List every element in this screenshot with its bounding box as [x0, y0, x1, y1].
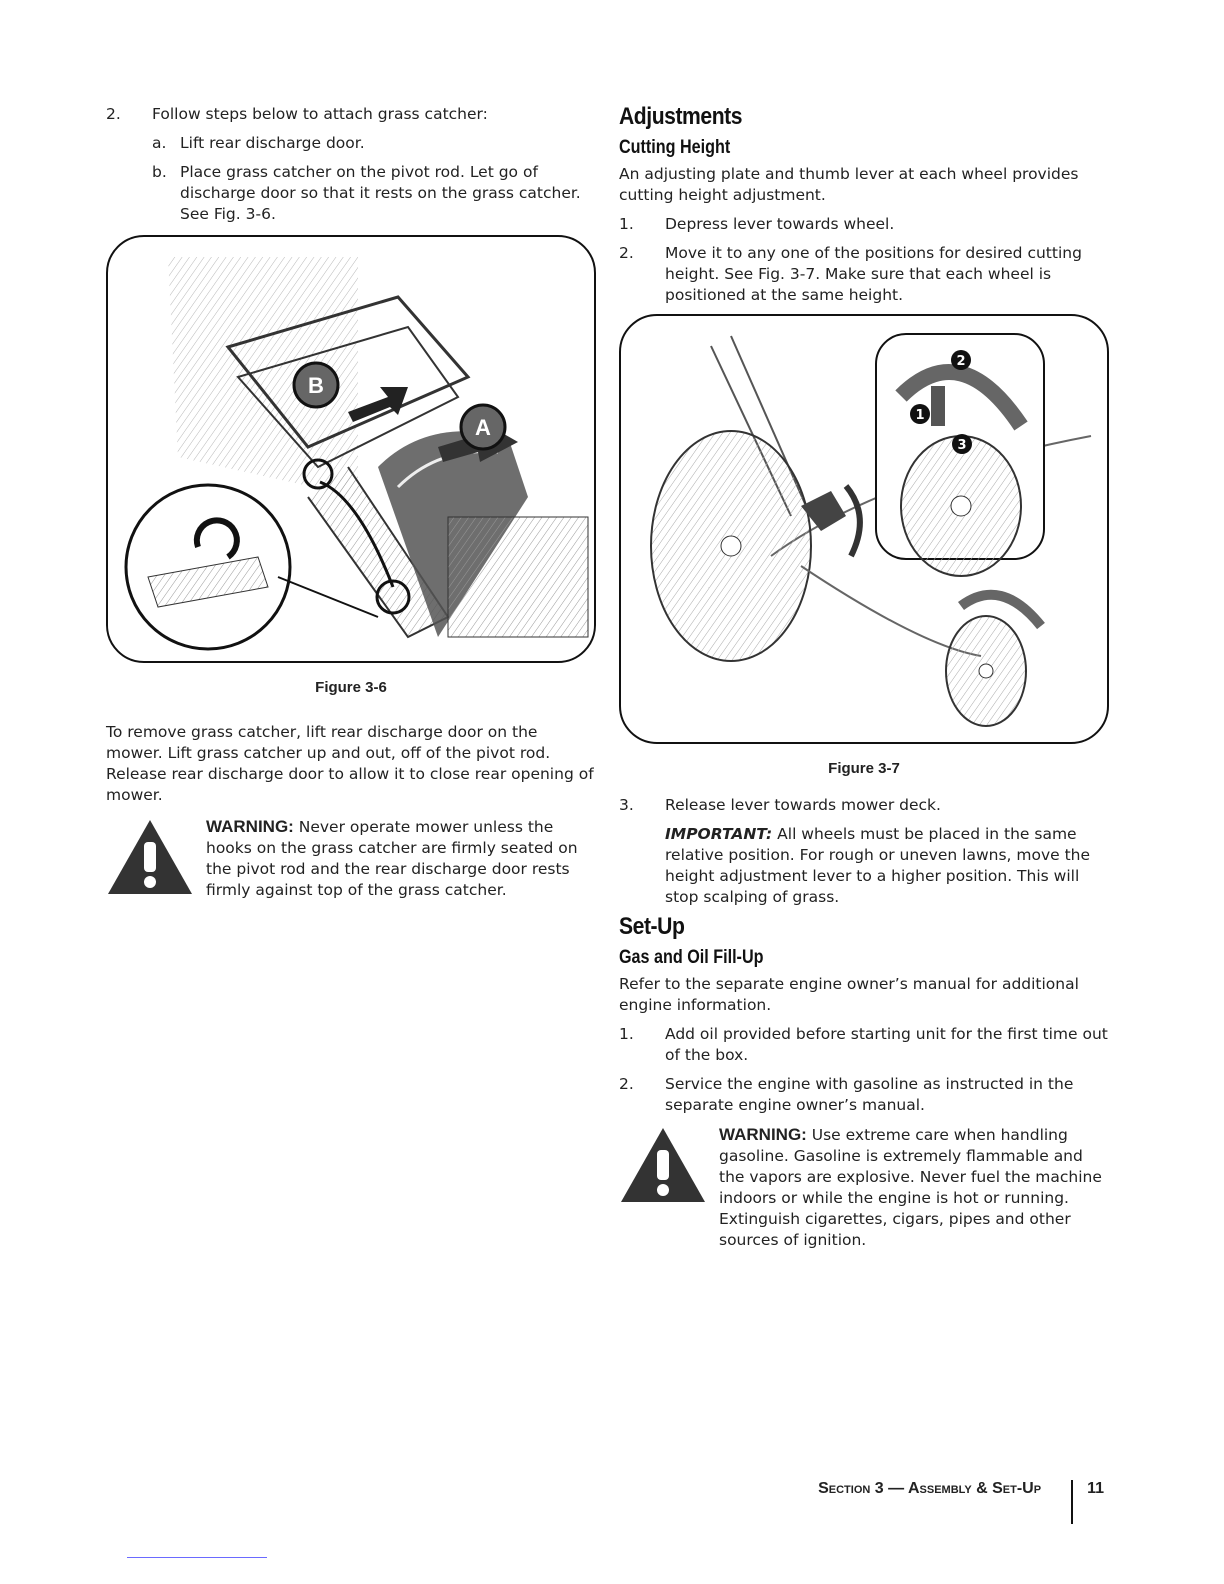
- label-a: A: [475, 415, 491, 440]
- page-footer: [818, 1480, 1104, 1524]
- warning-body: Use extreme care when handling gasoline. Gasoline is extremely flammable and the vapors are explosive. Never fuel the machine indoors or while the engine is hot or running. Extinguish cigarettes, cigars, pipes and other sources of ignition.: [719, 1126, 1102, 1249]
- label-b: B: [308, 373, 324, 398]
- step-number: 1.: [619, 1025, 634, 1043]
- position-3-marker: 3: [957, 438, 967, 453]
- substep-text: Lift rear discharge door.: [180, 134, 365, 152]
- figure-3-6-illustration: [106, 235, 596, 663]
- setup-heading: Set-Up: [619, 913, 685, 940]
- substep-b: [152, 162, 596, 225]
- step-number: 3.: [619, 796, 634, 814]
- right-column: [619, 104, 1109, 1251]
- position-1-marker: 1: [915, 408, 925, 423]
- warning-triangle-icon: [619, 1124, 709, 1210]
- warning-block: [619, 1124, 1109, 1251]
- warning-block: [106, 816, 596, 902]
- substep-letter: b.: [152, 163, 167, 181]
- warning-label: WARNING:: [719, 1125, 807, 1144]
- important-text: All wheels must be placed in the same relative position. For rough or uneven lawns, move the height adjustment lever to a higher position. This will stop scalping of grass.: [665, 825, 1091, 906]
- warning-text: [719, 1124, 1109, 1251]
- substep-letter: a.: [152, 134, 167, 152]
- warning-text: [206, 816, 596, 901]
- step-text: Follow steps below to attach grass catcher:: [152, 105, 488, 123]
- substep-text: Place grass catcher on the pivot rod. Let go of discharge door so that it rests on the grass catcher. See Fig. 3-6.: [180, 163, 581, 223]
- important-note: [619, 824, 1109, 908]
- gas-step-2: [619, 1074, 1109, 1116]
- section-title: Section 3 — Assembly & Set-Up: [818, 1480, 1042, 1497]
- footer-divider: [1071, 1480, 1073, 1524]
- step-number: 2.: [619, 1075, 634, 1093]
- wheel-height-drawing: [621, 316, 1107, 742]
- page-number: 11: [1087, 1480, 1104, 1497]
- step-2: [106, 104, 596, 125]
- cutting-height-heading: Cutting Height: [619, 137, 731, 158]
- gas-step-1: [619, 1024, 1109, 1066]
- figure-caption: Figure 3-6: [315, 679, 387, 696]
- warning-body: Never operate mower unless the hooks on the grass catcher are firmly seated on the pivot rod and the rear discharge door rests firmly against top of the grass catcher.: [206, 818, 578, 899]
- important-label: IMPORTANT:: [665, 825, 773, 843]
- step-3: [619, 795, 1109, 816]
- step-text: Release lever towards mower deck.: [665, 796, 941, 814]
- cutting-intro: An adjusting plate and thumb lever at each wheel provides cutting height adjustment.: [619, 165, 1079, 204]
- bottom-link-line: [127, 1557, 267, 1558]
- figure-3-7-illustration: [619, 314, 1109, 744]
- position-2-marker: 2: [956, 354, 966, 369]
- step-text: Add oil provided before starting unit for the first time out of the box.: [665, 1025, 1108, 1064]
- substep-a: [152, 133, 596, 154]
- step-number: 2.: [619, 244, 634, 262]
- substeps: [106, 133, 596, 225]
- grass-catcher-drawing: [108, 237, 594, 661]
- step-text: Service the engine with gasoline as instructed in the separate engine owner’s manual.: [665, 1075, 1074, 1114]
- remove-catcher-text: To remove grass catcher, lift rear discharge door on the mower. Lift grass catcher up and out, off of the pivot rod. Release rear discharge door to allow it to close rear opening of mower.: [106, 723, 594, 804]
- gas-intro: Refer to the separate engine owner’s manual for additional engine information.: [619, 975, 1079, 1014]
- step-1: [619, 214, 1109, 235]
- step-number: 2.: [106, 105, 121, 123]
- figure-caption: Figure 3-7: [828, 760, 900, 777]
- left-column: [106, 104, 596, 902]
- step-number: 1.: [619, 215, 634, 233]
- warning-label: WARNING:: [206, 817, 294, 836]
- gas-oil-heading: Gas and Oil Fill-Up: [619, 947, 764, 968]
- step-2: [619, 243, 1109, 306]
- step-text: Depress lever towards wheel.: [665, 215, 895, 233]
- step-text: Move it to any one of the positions for desired cutting height. See Fig. 3-7. Make sure that each wheel is positioned at the same height.: [665, 244, 1082, 304]
- warning-triangle-icon: [106, 816, 196, 902]
- adjustments-heading: Adjustments: [619, 103, 743, 130]
